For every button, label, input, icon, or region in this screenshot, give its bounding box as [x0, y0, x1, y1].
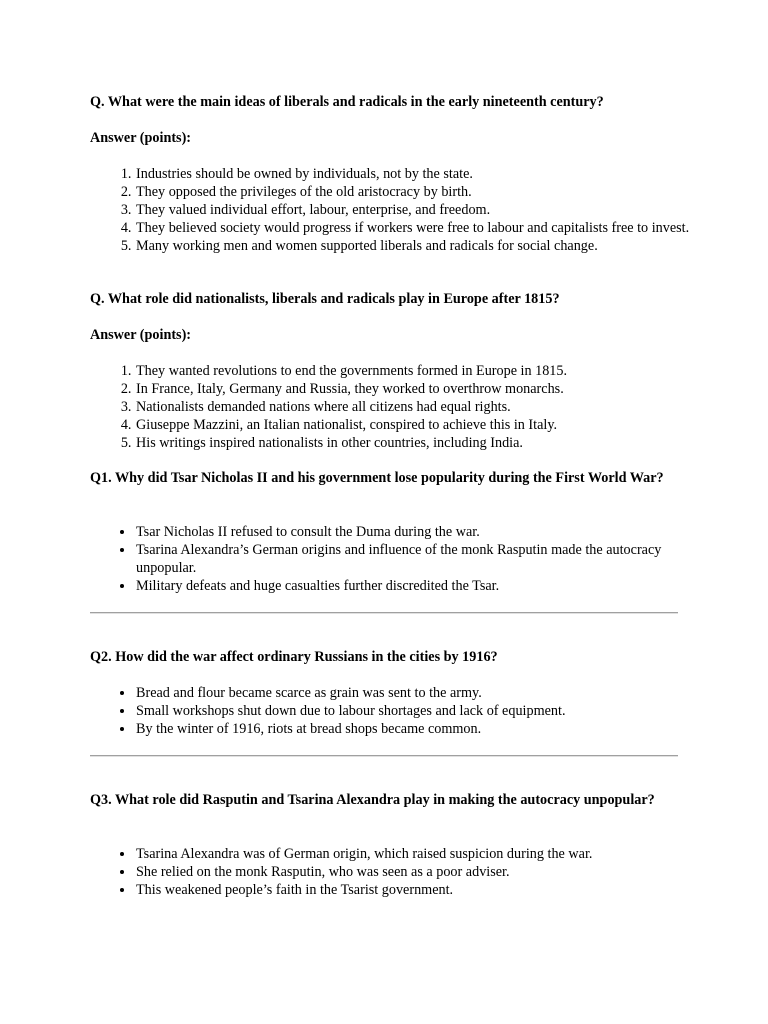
- answer-list: [90, 684, 725, 738]
- answer-list: [90, 523, 725, 595]
- list-item: • She relied on the monk Rasputin, who was seen as a poor adviser.: [135, 863, 725, 881]
- list-item: • Small workshops shut down due to labour shortages and lack of equipment.: [135, 702, 725, 720]
- answer-heading: Answer (points):: [90, 130, 192, 146]
- list-item: 2. They opposed the privileges of the old aristocracy by birth.: [135, 183, 725, 201]
- list-item: • This weakened people’s faith in the Tsarist government.: [135, 881, 725, 899]
- list-item: 5. His writings inspired nationalists in other countries, including India.: [135, 434, 725, 452]
- list-item: 1. Industries should be owned by individuals, not by the state.: [135, 165, 725, 183]
- question-heading: Q. What role did nationalists, liberals and radicals play in Europe after 1815?: [90, 291, 560, 307]
- section-divider: [90, 755, 678, 757]
- question-heading: Q3. What role did Rasputin and Tsarina Alexandra play in making the autocracy unpopular?: [90, 792, 655, 808]
- answer-list: [90, 845, 725, 899]
- list-item: 4. They believed society would progress if workers were free to labour and capitalists free to invest.: [135, 219, 725, 237]
- list-item: • Military defeats and huge casualties further discredited the Tsar.: [135, 577, 725, 595]
- list-item: 3. Nationalists demanded nations where all citizens had equal rights.: [135, 398, 725, 416]
- list-item: 2. In France, Italy, Germany and Russia, they worked to overthrow monarchs.: [135, 380, 725, 398]
- list-item: 5. Many working men and women supported liberals and radicals for social change.: [135, 237, 725, 255]
- list-item: • Tsarina Alexandra’s German origins and influence of the monk Rasputin made the autocracy unpopular.: [135, 541, 725, 577]
- question-heading: Q. What were the main ideas of liberals and radicals in the early nineteenth century?: [90, 94, 604, 110]
- list-item: 3. They valued individual effort, labour, enterprise, and freedom.: [135, 201, 725, 219]
- answer-heading: Answer (points):: [90, 327, 192, 343]
- list-item: • Tsarina Alexandra was of German origin, which raised suspicion during the war.: [135, 845, 725, 863]
- section-divider: [90, 612, 678, 614]
- answer-list: [90, 362, 725, 452]
- list-item: 1. They wanted revolutions to end the governments formed in Europe in 1815.: [135, 362, 725, 380]
- question-heading: Q2. How did the war affect ordinary Russians in the cities by 1916?: [90, 649, 498, 665]
- list-item: • Tsar Nicholas II refused to consult the Duma during the war.: [135, 523, 725, 541]
- list-item: • By the winter of 1916, riots at bread shops became common.: [135, 720, 725, 738]
- list-item: 4. Giuseppe Mazzini, an Italian nationalist, conspired to achieve this in Italy.: [135, 416, 725, 434]
- question-heading: Q1. Why did Tsar Nicholas II and his government lose popularity during the First World War?: [90, 470, 664, 486]
- list-item: • Bread and flour became scarce as grain was sent to the army.: [135, 684, 725, 702]
- answer-list: [90, 165, 725, 255]
